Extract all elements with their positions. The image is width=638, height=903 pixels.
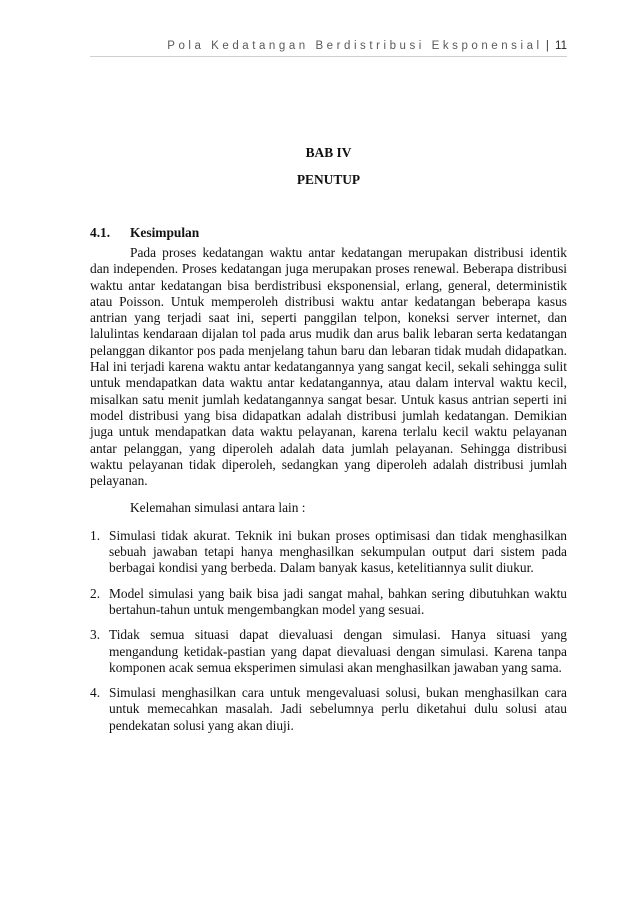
- list-item: [90, 528, 567, 577]
- header-title: Pola Kedatangan Berdistribusi Eksponensial: [167, 40, 543, 52]
- list-item-number: 1.: [90, 527, 101, 543]
- page-number: 11: [555, 40, 567, 52]
- list-item: [90, 586, 567, 619]
- list-item-text: Model simulasi yang baik bisa jadi sangat mahal, bahkan sering dibutuhkan waktu bertahun-tahun untuk mengembangkan model yang sesuai.: [109, 585, 567, 617]
- list-item-number: 3.: [90, 627, 101, 643]
- list-item-number: 4.: [90, 685, 101, 701]
- chapter-title: PENUTUP: [296, 172, 361, 187]
- header-separator: |: [545, 40, 549, 52]
- weakness-intro: Kelemahan simulasi antara lain :: [130, 500, 306, 516]
- list-item: [90, 685, 567, 734]
- running-header: [90, 38, 567, 57]
- list-item-number: 2.: [90, 585, 101, 601]
- body-text: [90, 245, 567, 743]
- list-item-text: Simulasi tidak akurat. Teknik ini bukan proses optimisasi dan tidak menghasilkan sebuah jawaban tetapi hanya menghasilkan sekumpulan output dari sistem pada berbagai kondisi yang berbeda. Dalam banyak kasus, ketelitiannya sulit diukur.: [109, 527, 567, 576]
- chapter-label: BAB IV: [305, 145, 352, 160]
- conclusion-paragraph: Pada proses kedatangan waktu antar kedatangan merupakan distribusi identik dan independen. Proses kedatangan juga merupakan proses renewal. Beberapa distribusi waktu antar kedatangan bisa berdistribusi eksponensial, erlang, general, deterministik atau Poisson. Untuk memperoleh distribusi waktu antar kedatangan beberapa kasus antrian yang terjadi saat ini, seperti panggilan telpon, koneksi server internet, dan lalulintas kendaraan dijalan tol pada arus mudik dan arus balik lebaran serta kedatangan pelanggan dikantor pos pada menjelang tahun baru dan lebaran tidak mudah didapatkan. Hal ini terjadi karena waktu antar kedatangannya yang sangat kecil, sekali sehingga sulit untuk mendapatkan data waktu antar kedatangannya, atau dalam interval waktu kecil, misalkan satu menit jumlah kedatangannya sangat besar. Untuk kasus antrian seperti ini model distribusi yang bisa didapatkan adalah distribusi jumlah kedatangan. Demikian juga untuk mendapatkan data waktu pelayanan, karena terlalu kecil waktu pelayanan antar pelanggan, yang diperoleh adalah data jumlah pelayanan. Sehingga distribusi waktu pelayanan tidak diperoleh, sedangkan yang diperoleh adalah distribusi jumlah pelayanan.: [90, 245, 567, 489]
- section-heading: [90, 225, 199, 241]
- list-item: [90, 627, 567, 676]
- section-title: Kesimpulan: [130, 225, 200, 240]
- list-item-text: Tidak semua situasi dapat dievaluasi dengan simulasi. Hanya situasi yang mengandung ketidak-pastian yang dapat dievaluasi dengan simulasi. Karena tanpa komponen acak semua eksperimen simulasi akan menghasilkan jawaban yang sama.: [109, 627, 567, 675]
- weakness-list: [90, 528, 567, 734]
- list-item-text: Simulasi menghasilkan cara untuk mengevaluasi solusi, bukan menghasilkan cara untuk memecahkan masalah. Jadi sebelumnya perlu diketahui dulu solusi atau pendekatan solusi yang akan diuji.: [109, 685, 567, 733]
- section-number: 4.1.: [90, 225, 111, 240]
